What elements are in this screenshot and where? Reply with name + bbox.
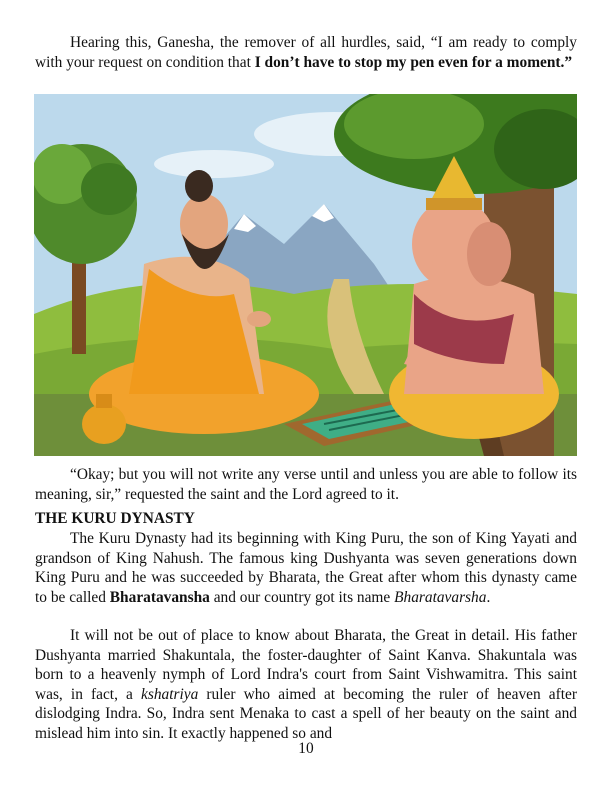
section-heading: THE KURU DYNASTY (35, 510, 195, 527)
emphasis-text: I don’t have to stop my pen even for a moment (254, 53, 561, 71)
water-pot (82, 404, 126, 444)
paragraph-kuru-dynasty: The Kuru Dynasty had its beginning with King Puru, the son of King Yayati and grandson of King Nahush. The famous king Dushyanta was seven generations down King Puru and he was succeeded by Bharata, the Great after whom this dynasty came to be called Bharatavansha and our country got its name Bharatavarsha. (35, 530, 577, 606)
paragraph-saint-request: “Okay; but you will not write any verse until and unless you are able to follow its meaning, sir,” requested the saint and the Lord agreed to it. (35, 466, 577, 503)
page-number: 10 (298, 740, 314, 757)
illustration-vyasa-ganesha (34, 94, 577, 456)
paragraph-ganesha-condition: Hearing this, Ganesha, the remover of all hurdles, said, “I am ready to comply with your request on condition that I don’t have to stop my pen even for a moment.” (35, 34, 577, 71)
paragraph-bharata: It will not be out of place to know about Bharata, the Great in detail. His father Dushyanta married Shakuntala, the foster-daughter of Saint Kanva. Shakuntala was born to a heavenly nymph of Lord Indra's court from Saint Vishwamitra. This saint was, in fact, a kshatriya ruler who aimed at becoming the ruler of heaven after dislodging Indra. So, Indra sent Menaka to cast a spell of her beauty on the saint and mislead him into sin. It exactly happened so and (35, 627, 577, 742)
